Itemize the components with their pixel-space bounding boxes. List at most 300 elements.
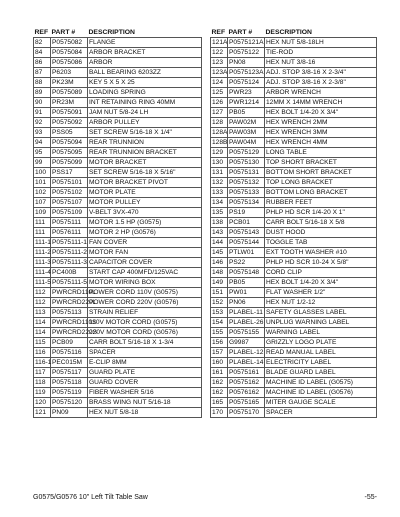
- ref-cell: 118: [34, 378, 51, 388]
- header-part: PART #: [51, 29, 88, 38]
- part-number-cell: P0575119: [51, 388, 88, 398]
- part-number-cell: P0575089: [51, 88, 88, 98]
- table-row: [211, 228, 377, 238]
- table-row: [211, 88, 377, 98]
- ref-cell: 133: [211, 188, 228, 198]
- ref-cell: 121: [34, 408, 51, 418]
- ref-cell: 152: [211, 298, 228, 308]
- table-header-row: [211, 29, 377, 38]
- table-row: [34, 208, 202, 218]
- description-cell: SET SCREW 5/16-18 X 5/16": [88, 168, 202, 178]
- ref-cell: 101: [34, 178, 51, 188]
- part-number-cell: PR23M: [51, 98, 88, 108]
- description-cell: INT RETAINING RING 40MM: [88, 98, 202, 108]
- description-cell: TIE-ROD: [265, 48, 377, 58]
- ref-cell: 119: [34, 388, 51, 398]
- description-cell: ARBOR: [88, 58, 202, 68]
- ref-cell: 120: [34, 398, 51, 408]
- table-row: [34, 128, 202, 138]
- table-row: [211, 258, 377, 268]
- description-cell: POWER CORD 110V (G0575): [88, 288, 202, 298]
- table-row: [34, 228, 202, 238]
- description-cell: CARR BOLT 5/16-18 X 5/8: [265, 218, 377, 228]
- ref-cell: 82: [34, 38, 51, 48]
- part-number-cell: P0575084: [51, 48, 88, 58]
- ref-cell: 92: [34, 118, 51, 128]
- description-cell: KEY 5 X 5 X 25: [88, 78, 202, 88]
- table-row: [211, 398, 377, 408]
- table-row: [34, 328, 202, 338]
- description-cell: BRASS WING NUT 5/16-18: [88, 398, 202, 408]
- table-header-row: [34, 29, 202, 38]
- description-cell: CARR BOLT 5/16-18 X 1-3/4: [88, 338, 202, 348]
- part-number-cell: PCB09: [51, 338, 88, 348]
- part-number-cell: P0575111-2: [52, 248, 87, 256]
- part-number-cell: P0575111-5: [52, 278, 87, 286]
- description-cell: E-CLIP 8MM: [88, 358, 202, 368]
- ref-cell: 95: [34, 148, 51, 158]
- table-row: [211, 168, 377, 178]
- ref-cell: 146: [211, 258, 228, 268]
- ref-cell: 157: [211, 348, 228, 358]
- part-number-cell: P0575094: [51, 138, 88, 148]
- part-number-cell: P0575082: [51, 38, 88, 48]
- description-cell: HEX NUT 1/2-12: [265, 298, 377, 308]
- table-row: [34, 348, 202, 358]
- ref-cell: 125: [211, 88, 228, 98]
- description-cell: FIBER WASHER 5/16: [88, 388, 202, 398]
- table-row: [211, 238, 377, 248]
- description-cell: LONG TABLE: [265, 148, 377, 158]
- description-cell: READ MANUAL LABEL: [265, 348, 377, 358]
- description-cell: HEX BOLT 1/4-20 X 3/4": [265, 108, 377, 118]
- part-number-cell: PS22: [228, 258, 265, 268]
- description-cell: BOTTOM SHORT BRACKET: [265, 168, 377, 178]
- table-row: [211, 128, 377, 138]
- ref-cell: 111-4: [35, 268, 51, 276]
- description-cell: MOTOR 2 HP (G0576): [88, 228, 202, 238]
- description-cell: GRIZZLY LOGO PLATE: [265, 338, 377, 348]
- table-row: [34, 238, 202, 248]
- table-row: [34, 288, 202, 298]
- table-row: [211, 288, 377, 298]
- ref-cell: 87: [34, 68, 51, 78]
- part-number-cell: P0575143: [228, 228, 265, 238]
- table-row: [34, 68, 202, 78]
- table-row: [211, 308, 377, 318]
- ref-cell: 112: [34, 298, 51, 308]
- description-cell: MOTOR 1.5 HP (G0575): [88, 218, 202, 228]
- ref-cell: 89: [34, 88, 51, 98]
- ref-cell: 153: [211, 308, 228, 318]
- part-number-cell: PSS05: [51, 128, 88, 138]
- table-row: [211, 48, 377, 58]
- part-number-cell: P6203: [51, 68, 88, 78]
- table-row: [211, 108, 377, 118]
- parts-table-right: [210, 29, 377, 418]
- ref-cell: 138: [211, 218, 228, 228]
- part-number-cell: PN09: [51, 408, 88, 418]
- ref-cell: 116: [34, 348, 51, 358]
- ref-cell: 128A: [212, 128, 228, 136]
- part-number-cell: P0575107: [51, 198, 88, 208]
- description-cell: HEX WRENCH 2MM: [265, 118, 377, 128]
- description-cell: UNPLUG WARNING LABEL: [265, 318, 377, 328]
- table-row: [34, 118, 202, 128]
- description-cell: MOTOR BRACKET: [88, 158, 202, 168]
- table-row: [34, 358, 202, 368]
- part-number-cell: P0575102: [51, 188, 88, 198]
- description-cell: CORD CLIP: [265, 268, 377, 278]
- header-description: DESCRIPTION: [88, 29, 202, 38]
- table-row: [34, 308, 202, 318]
- ref-cell: 134: [211, 198, 228, 208]
- part-number-cell: P0575111-1: [52, 238, 87, 246]
- description-cell: ELECTRICITY LABEL: [265, 358, 377, 368]
- table-row: [211, 118, 377, 128]
- part-number-cell: PB05: [228, 278, 265, 288]
- description-cell: 110V MOTOR CORD (G0575): [88, 318, 202, 328]
- part-number-cell: PWRCRD220S: [52, 328, 98, 336]
- part-number-cell: P0576111: [51, 228, 88, 238]
- description-cell: LOADING SPRING: [88, 88, 202, 98]
- table-row: [211, 148, 377, 158]
- table-row: [34, 98, 202, 108]
- part-number-cell: P0575118: [51, 378, 88, 388]
- part-number-cell: PTLW01: [228, 248, 265, 258]
- ref-cell: 143: [211, 228, 228, 238]
- part-number-cell: P0575113: [51, 308, 88, 318]
- ref-cell: 127: [211, 108, 228, 118]
- part-number-cell: PN08: [228, 58, 265, 68]
- table-row: [34, 278, 202, 288]
- table-row: [211, 318, 377, 328]
- page-footer: [33, 494, 377, 501]
- ref-cell: 90: [34, 98, 51, 108]
- ref-cell: 122: [211, 48, 228, 58]
- description-cell: ADJ. STOP 3/8-16 X 2-3/8": [265, 78, 377, 88]
- ref-cell: 156: [211, 338, 228, 348]
- description-cell: PHLP HD SCR 1/4-20 X 1": [265, 208, 377, 218]
- description-cell: BALL BEARING 6203ZZ: [88, 68, 202, 78]
- part-number-cell: P0575170: [228, 408, 265, 418]
- part-number-cell: PLABEL-26: [229, 318, 264, 326]
- table-row: [34, 258, 202, 268]
- ref-cell: 131: [211, 168, 228, 178]
- table-row: [34, 38, 202, 48]
- part-number-cell: PLABEL-14: [229, 358, 264, 366]
- description-cell: MACHINE ID LABEL (G0575): [265, 378, 377, 388]
- description-cell: ADJ. STOP 3/8-16 X 2-3/4": [265, 68, 377, 78]
- part-number-cell: PLABEL-12: [229, 348, 264, 356]
- ref-cell: 123A: [212, 68, 228, 76]
- description-cell: HEX NUT 5/8-18: [88, 408, 202, 418]
- ref-cell: 111-1: [35, 238, 51, 246]
- ref-cell: 114: [34, 328, 51, 338]
- table-row: [34, 408, 202, 418]
- table-row: [211, 368, 377, 378]
- table-row: [34, 248, 202, 258]
- description-cell: MOTOR FAN: [88, 248, 202, 258]
- description-cell: GUARD COVER: [88, 378, 202, 388]
- ref-cell: 111-3: [35, 258, 51, 266]
- description-cell: HEX BOLT 1/4-20 X 3/4": [265, 278, 377, 288]
- description-cell: MITER GAUGE SCALE: [265, 398, 377, 408]
- ref-cell: 145: [211, 248, 228, 258]
- table-row: [211, 38, 377, 48]
- table-row: [211, 58, 377, 68]
- ref-cell: 124: [211, 78, 228, 88]
- part-number-cell: PCB01: [228, 218, 265, 228]
- ref-cell: 86: [34, 58, 51, 68]
- table-row: [34, 198, 202, 208]
- part-number-cell: PAW04M: [228, 138, 265, 148]
- description-cell: MOTOR WIRING BOX: [88, 278, 202, 288]
- part-number-cell: G9987: [228, 338, 265, 348]
- part-number-cell: PWRCRD110L: [52, 288, 96, 296]
- part-number-cell: P0575148: [228, 268, 265, 278]
- description-cell: EXT TOOTH WASHER #10: [265, 248, 377, 258]
- part-number-cell: P0576162: [228, 388, 265, 398]
- ref-cell: 114: [34, 318, 51, 328]
- table-row: [211, 158, 377, 168]
- part-number-cell: P0575133: [228, 188, 265, 198]
- description-cell: CAPACITOR COVER: [88, 258, 202, 268]
- table-row: [211, 198, 377, 208]
- table-row: [34, 368, 202, 378]
- description-cell: SPACER: [88, 348, 202, 358]
- ref-cell: 100: [34, 168, 51, 178]
- ref-cell: 154: [211, 318, 228, 328]
- table-row: [211, 218, 377, 228]
- ref-cell: 128B: [212, 138, 228, 146]
- ref-cell: 107: [34, 198, 51, 208]
- description-cell: HEX WRENCH 4MM: [265, 138, 377, 148]
- table-row: [34, 88, 202, 98]
- ref-cell: 99: [34, 158, 51, 168]
- table-row: [211, 188, 377, 198]
- part-number-cell: PN06: [228, 298, 265, 308]
- description-cell: V-BELT 3VX-470: [88, 208, 202, 218]
- description-cell: FLANGE: [88, 38, 202, 48]
- part-number-cell: PB05: [228, 108, 265, 118]
- part-number-cell: PLABEL-11: [229, 308, 263, 316]
- part-number-cell: P0575155: [228, 328, 265, 338]
- description-cell: START CAP 400MFD/125VAC: [88, 268, 202, 278]
- part-number-cell: P0575162: [228, 378, 265, 388]
- part-number-cell: PAW02M: [228, 118, 265, 128]
- description-cell: FLAT WASHER 1/2": [265, 288, 377, 298]
- part-number-cell: P0575165: [228, 398, 265, 408]
- ref-cell: 160: [211, 358, 228, 368]
- page-number: -55-: [364, 494, 377, 501]
- header-part: PART #: [228, 29, 265, 38]
- parts-table-left: [33, 29, 202, 418]
- ref-cell: 128: [211, 118, 228, 128]
- table-row: [34, 268, 202, 278]
- description-cell: ARBOR PULLEY: [88, 118, 202, 128]
- ref-cell: 115: [34, 338, 51, 348]
- part-number-cell: P0575132: [228, 178, 265, 188]
- table-row: [211, 388, 377, 398]
- description-cell: TOP SHORT BRACKET: [265, 158, 377, 168]
- ref-cell: 111: [34, 218, 51, 228]
- ref-cell: 155: [211, 328, 228, 338]
- ref-cell: 113: [34, 308, 51, 318]
- part-number-cell: PWRCRD220L: [52, 298, 97, 306]
- description-cell: MACHINE ID LABEL (G0576): [265, 388, 377, 398]
- part-number-cell: P0575134: [228, 198, 265, 208]
- ref-cell: 121A: [212, 38, 228, 46]
- table-row: [34, 318, 202, 328]
- ref-cell: 123: [211, 58, 228, 68]
- description-cell: HEX NUT 3/8-16: [265, 58, 377, 68]
- description-cell: ARBOR WRENCH: [265, 88, 377, 98]
- part-number-cell: P0575120: [51, 398, 88, 408]
- description-cell: TOGGLE TAB: [265, 238, 377, 248]
- table-row: [34, 108, 202, 118]
- part-number-cell: P0575099: [51, 158, 88, 168]
- table-row: [34, 178, 202, 188]
- table-row: [34, 138, 202, 148]
- table-row: [211, 338, 377, 348]
- ref-cell: 111: [34, 228, 51, 238]
- description-cell: HEX NUT 5/8-18LH: [265, 38, 377, 48]
- table-row: [34, 388, 202, 398]
- description-cell: MOTOR BRACKET PIVOT: [88, 178, 202, 188]
- table-row: [211, 358, 377, 368]
- table-row: [34, 378, 202, 388]
- ref-cell: 126: [211, 98, 228, 108]
- table-row: [34, 148, 202, 158]
- part-number-cell: P0575130: [228, 158, 265, 168]
- part-number-cell: PWR1214: [228, 98, 265, 108]
- ref-cell: 151: [211, 288, 228, 298]
- ref-cell: 165: [211, 398, 228, 408]
- ref-cell: 111-5: [35, 278, 51, 286]
- description-cell: FAN COVER: [88, 238, 202, 248]
- part-number-cell: PS19: [228, 208, 265, 218]
- description-cell: BLADE GUARD LABEL: [265, 368, 377, 378]
- part-number-cell: P0575109: [51, 208, 88, 218]
- ref-cell: 91: [34, 108, 51, 118]
- table-row: [211, 98, 377, 108]
- table-row: [34, 158, 202, 168]
- ref-cell: 130: [211, 158, 228, 168]
- part-number-cell: P0575131: [228, 168, 265, 178]
- part-number-cell: P0575095: [51, 148, 88, 158]
- ref-cell: 149: [211, 278, 228, 288]
- part-number-cell: P0575092: [51, 118, 88, 128]
- part-number-cell: P0575091: [51, 108, 88, 118]
- description-cell: POWER CORD 220V (G0576): [88, 298, 202, 308]
- ref-cell: 117: [34, 368, 51, 378]
- table-row: [34, 338, 202, 348]
- table-row: [211, 268, 377, 278]
- part-number-cell: PC400B: [51, 268, 88, 278]
- ref-cell: 116-1: [35, 358, 52, 366]
- ref-cell: 132: [211, 178, 228, 188]
- description-cell: MOTOR PULLEY: [88, 198, 202, 208]
- part-number-cell: P0575144: [228, 238, 265, 248]
- part-number-cell: P0575161: [228, 368, 265, 378]
- description-cell: WARNING LABEL: [265, 328, 377, 338]
- description-cell: RUBBER FEET: [265, 198, 377, 208]
- description-cell: DUST HOOD: [265, 228, 377, 238]
- part-number-cell: P0575124: [228, 78, 265, 88]
- description-cell: REAR TRUNNION: [88, 138, 202, 148]
- footer-title: G0575/G0576 10" Left Tilt Table Saw: [33, 494, 148, 501]
- table-row: [211, 68, 377, 78]
- ref-cell: 144: [211, 238, 228, 248]
- ref-cell: 88: [34, 78, 51, 88]
- ref-cell: 135: [211, 208, 228, 218]
- table-row: [34, 78, 202, 88]
- description-cell: 220V MOTOR CORD (G0576): [88, 328, 202, 338]
- table-row: [211, 248, 377, 258]
- part-number-cell: P0575111: [51, 218, 88, 228]
- description-cell: SAFETY GLASSES LABEL: [265, 308, 377, 318]
- part-number-cell: PWRCRD110S: [52, 318, 97, 326]
- part-number-cell: PSS17: [51, 168, 88, 178]
- table-row: [34, 58, 202, 68]
- table-row: [211, 138, 377, 148]
- table-row: [211, 78, 377, 88]
- description-cell: SPACER: [265, 408, 377, 418]
- description-cell: 12MM X 14MM WRENCH: [265, 98, 377, 108]
- description-cell: MOTOR PLATE: [88, 188, 202, 198]
- table-row: [211, 408, 377, 418]
- header-description: DESCRIPTION: [265, 29, 377, 38]
- ref-cell: 170: [211, 408, 228, 418]
- ref-cell: 161: [211, 368, 228, 378]
- table-row: [34, 188, 202, 198]
- description-cell: JAM NUT 5/8-24 LH: [88, 108, 202, 118]
- header-ref: REF: [34, 29, 51, 38]
- description-cell: BOTTOM LONG BRACKET: [265, 188, 377, 198]
- description-cell: HEX WRENCH 3MM: [265, 128, 377, 138]
- ref-cell: 84: [34, 48, 51, 58]
- table-row: [34, 398, 202, 408]
- table-row: [211, 348, 377, 358]
- ref-cell: 148: [211, 268, 228, 278]
- table-row: [34, 298, 202, 308]
- ref-cell: 94: [34, 138, 51, 148]
- header-ref: REF: [211, 29, 228, 38]
- description-cell: PHLP HD SCR 10-24 X 5/8": [265, 258, 377, 268]
- table-row: [211, 278, 377, 288]
- description-cell: TOP LONG BRACKET: [265, 178, 377, 188]
- table-row: [211, 378, 377, 388]
- part-number-cell: P0575122: [228, 48, 265, 58]
- ref-cell: 93: [34, 128, 51, 138]
- part-number-cell: P0575117: [51, 368, 88, 378]
- part-number-cell: P0575116: [51, 348, 88, 358]
- part-number-cell: PAW03M: [228, 128, 265, 138]
- part-number-cell: PW01: [228, 288, 265, 298]
- ref-cell: 111-2: [35, 248, 51, 256]
- part-number-cell: P0575101: [51, 178, 88, 188]
- table-row: [34, 218, 202, 228]
- description-cell: GUARD PLATE: [88, 368, 202, 378]
- table-row: [34, 168, 202, 178]
- description-cell: ARBOR BRACKET: [88, 48, 202, 58]
- ref-cell: 129: [211, 148, 228, 158]
- part-number-cell: P0575121A: [229, 38, 264, 46]
- table-row: [211, 208, 377, 218]
- part-number-cell: P0575086: [51, 58, 88, 68]
- table-row: [34, 48, 202, 58]
